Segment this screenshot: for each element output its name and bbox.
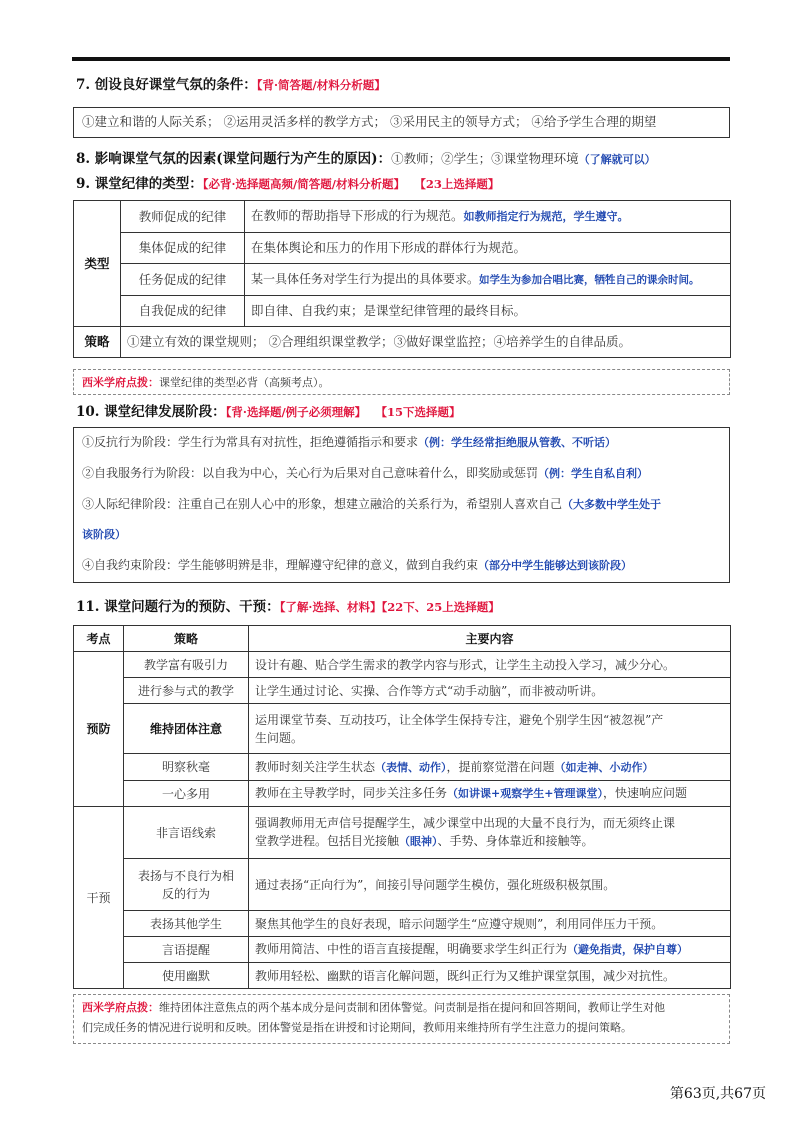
s11-tip-label: 西米学府点拨：: [82, 1001, 159, 1014]
type-name: 自我促成的纪律: [121, 296, 245, 327]
type-desc: 即自律、自我约束；是课堂纪律管理的最终目标。: [245, 296, 731, 327]
strategy-content: 强调教师用无声信号提醒学生，减少课堂中出现的大量不良行为，而无须终止课 堂教学进程。包括目光接触（眼神）、手势、身体靠近和接触等。: [249, 807, 731, 859]
column-header: 主要内容: [249, 626, 731, 652]
heading-9: [76, 175, 499, 193]
table-row: [74, 781, 731, 807]
strategy-name: 明察秋毫: [124, 754, 249, 781]
table-row: [74, 807, 731, 859]
type-name: 教师促成的纪律: [121, 201, 245, 233]
strategy-name: 进行参与式的教学: [124, 678, 249, 704]
heading-10-title: 10. 课堂纪律发展阶段：: [76, 404, 226, 420]
strategy-name: 一心多用: [124, 781, 249, 807]
heading-7-tag: 【背·简答题/材料分析题】: [256, 78, 386, 92]
strategy-content: 教师在主导教学时，同步关注多任务（如讲课+观察学生+管理课堂），快速响应问题: [249, 781, 731, 807]
table-row: [74, 233, 731, 264]
problem-behavior-table: [73, 625, 731, 989]
discipline-types-table: [73, 200, 731, 358]
type-name: 任务促成的纪律: [121, 264, 245, 296]
strategy-content: 设计有趣、贴合学生需求的教学内容与形式，让学生主动投入学习，减少分心。: [249, 652, 731, 678]
heading-10-tag: 【背·选择题/例子必须理解】: [225, 405, 367, 419]
table-row: [74, 264, 731, 296]
heading-10: [76, 403, 461, 421]
s10-box: [73, 427, 730, 583]
type-header: 类型: [74, 201, 121, 327]
heading-11-tag2: 【22下、25上选择题】: [381, 600, 500, 614]
s8-note: （了解就可以）: [578, 153, 656, 166]
strategy-header: 策略: [74, 327, 121, 358]
table-row: [74, 911, 731, 937]
prevent-label: 预防: [74, 652, 124, 807]
heading-9-title: 9. 课堂纪律的类型：: [76, 176, 203, 192]
list-item: ③人际纪律阶段：注重自己在别人心中的形象，想建立融洽的关系行为，希望别人喜欢自己（大多数中学生处于: [82, 497, 662, 511]
table-row: [74, 963, 731, 989]
column-header: 考点: [74, 626, 124, 652]
list-item-continued: 该阶段）: [82, 528, 126, 541]
heading-8: [76, 150, 656, 169]
strategy-name: 表扬与不良行为相 反的行为: [124, 859, 249, 911]
heading-9-tag: 【必背·选择题高频/简答题/材料分析题】: [202, 177, 405, 191]
heading-11: [76, 598, 500, 616]
intervene-label: 干预: [74, 807, 124, 989]
heading-11-tag: 【了解·选择、材料】: [279, 600, 382, 614]
strategy-name: 维持团体注意: [124, 704, 249, 754]
page-number: 第63页,共67页: [669, 1086, 766, 1102]
list-item: ④自我约束阶段：学生能够明辨是非，理解遵守纪律的意义，做到自我约束（部分中学生能够达到该阶段）: [82, 558, 633, 572]
strategy-content: 教师时刻关注学生状态（表情、动作），提前察觉潜在问题（如走神、小动作）: [249, 754, 731, 781]
strategy-name: 使用幽默: [124, 963, 249, 989]
heading-7: [76, 76, 386, 94]
table-row: [74, 678, 731, 704]
heading-7-title: 7. 创设良好课堂气氛的条件：: [76, 77, 257, 93]
top-rule: [72, 57, 730, 61]
list-item: ②自我服务行为阶段：以自我为中心，关心行为后果对自己意味着什么，即奖励或惩罚（例：学生自私自利）: [82, 466, 649, 480]
s11-tip: [73, 994, 730, 1044]
strategy-name: 教学富有吸引力: [124, 652, 249, 678]
strategy-content: 教师用简洁、中性的语言直接提醒，明确要求学生纠正行为（避免指责，保护自尊）: [249, 937, 731, 963]
strategy-content: 通过表扬“正向行为”，间接引导问题学生模仿，强化班级积极氛围。: [249, 859, 731, 911]
column-header: 策略: [124, 626, 249, 652]
strategy-content: 聚焦其他学生的良好表现，暗示问题学生“应遵守规则”，利用同伴压力干预。: [249, 911, 731, 937]
type-note: 如学生为参加合唱比赛，牺牲自己的课余时间。: [479, 274, 700, 286]
table-row: [74, 327, 731, 358]
s11-tip-line2: 们完成任务的情况进行说明和反映。团体警觉是指在讲授和讨论期间，教师用来维持所有学生注意力的提问策略。: [82, 1021, 632, 1034]
s11-tip-line1: 维持团体注意焦点的两个基本成分是问责制和团体警觉。问责制是指在提问和回答期间，教师让学生对他: [159, 1001, 665, 1014]
s9-tip: [73, 369, 730, 395]
heading-11-title: 11. 课堂问题行为的预防、干预：: [76, 599, 280, 615]
table-row: [74, 296, 731, 327]
table-row: [74, 937, 731, 963]
s7-box: [73, 107, 730, 138]
strategy-name: 非言语线索: [124, 807, 249, 859]
list-item: ①反抗行为阶段：学生行为常具有对抗性，拒绝遵循指示和要求（例：学生经常拒绝服从管教、不听话）: [82, 435, 617, 449]
type-desc: 某一具体任务对学生行为提出的具体要求。如学生为参加合唱比赛，牺牲自己的课余时间。: [245, 264, 731, 296]
strategy-name: 表扬其他学生: [124, 911, 249, 937]
s8-content: ①教师；②学生；③课堂物理环境: [391, 151, 579, 166]
s9-tip-label: 西米学府点拨：: [82, 376, 159, 389]
strategy-content: 教师用轻松、幽默的语言化解问题，既纠正行为又维护课堂氛围，减少对抗性。: [249, 963, 731, 989]
type-name: 集体促成的纪律: [121, 233, 245, 264]
heading-10-tag2: 【15下选择题】: [375, 405, 461, 419]
table-row: [74, 652, 731, 678]
type-note: 如教师指定行为规范，学生遵守。: [463, 210, 629, 223]
heading-9-tag2: 【23上选择题】: [414, 177, 500, 191]
strategy-content: 运用课堂节奏、互动技巧，让全体学生保持专注，避免个别学生因“被忽视”产 生问题。: [249, 704, 731, 754]
s9-tip-text: 课堂纪律的类型必背（高频考点）。: [159, 376, 330, 389]
strategy-name: 言语提醒: [124, 937, 249, 963]
s7-content: ①建立和谐的人际关系； ②运用灵活多样的教学方式； ③采用民主的领导方式； ④给予学生合理的期望: [82, 114, 657, 129]
strategy-content: ①建立有效的课堂规则； ②合理组织课堂教学；③做好课堂监控；④培养学生的自律品质。: [121, 327, 731, 358]
table-row: [74, 859, 731, 911]
table-row: [74, 201, 731, 233]
table-header-row: [74, 626, 731, 652]
heading-8-title: 8. 影响课堂气氛的因素(课堂问题行为产生的原因)：: [76, 151, 392, 167]
strategy-content: 让学生通过讨论、实操、合作等方式“动手动脑”，而非被动听讲。: [249, 678, 731, 704]
type-desc: 在集体舆论和压力的作用下形成的群体行为规范。: [245, 233, 731, 264]
table-row: [74, 704, 731, 754]
type-desc: 在教师的帮助指导下形成的行为规范。如教师指定行为规范，学生遵守。: [245, 201, 731, 233]
table-row: [74, 754, 731, 781]
